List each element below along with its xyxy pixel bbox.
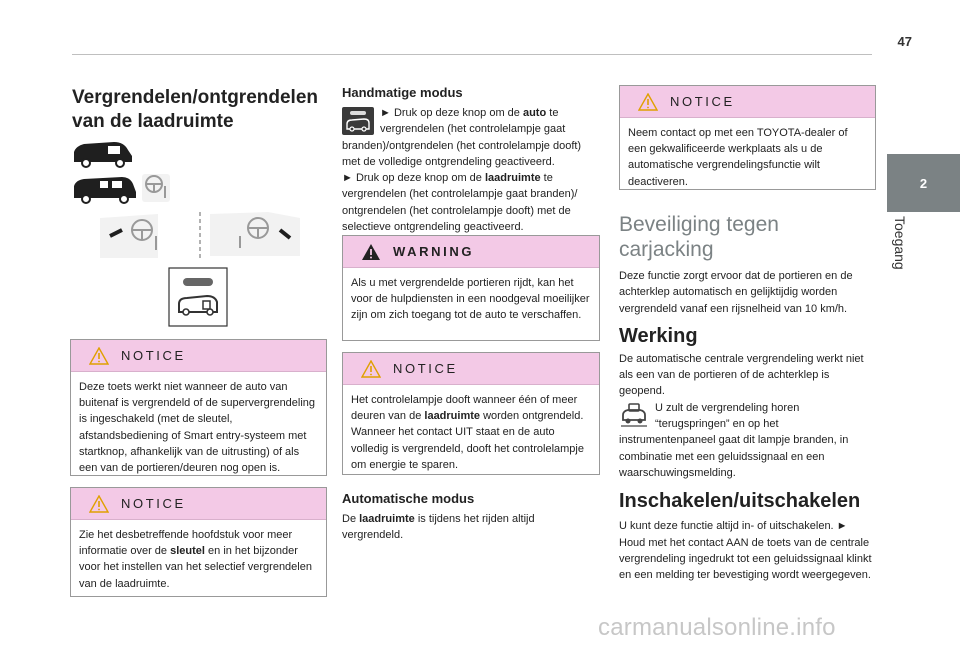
column-1 [72,86,326,134]
warning-title: WARNING [393,244,475,259]
anti-carjacking-text: Deze functie zorgt ervoor dat de portieren en de achterklep automatisch en gelijktijdig worden vergrendeld vanaf een rijsnelheid van 10 km/h. [619,270,853,315]
notice-header [71,488,326,520]
text-part: te vergrendelen (het controlelampje gaat branden)/ontgrendelen (het controlelampje dooft) met de volledige ontgrendeling geactiveerd. [342,107,582,168]
text-part: en in het bijzonder voor het instellen van het selectief vergrendelen van de laadruimte. [79,545,312,590]
page-number: 47 [897,34,912,49]
warning-triangle-icon [638,93,658,111]
auto-mode-section [342,491,598,544]
anti-carjacking-title: Beveiliging tegen carjacking [619,213,779,261]
auto-mode-text [342,511,598,544]
text-part: ► Druk op deze knop om de [380,107,523,119]
van-long-icon [74,177,136,203]
section-label: Toegang [892,216,908,270]
warning-triangle-icon [89,495,109,513]
warning-header [343,236,599,268]
text-bold: auto [522,107,547,119]
werking-icon-text [619,400,874,481]
text-part: Het controlelampje dooft wanneer één of meer deuren van de [351,394,578,423]
text-part: ► Druk op deze knop om de [342,172,485,185]
notice-title: NOTICE [670,94,735,109]
werking-text: De automatische centrale vergrendeling werkt niet als een van de portieren of de achterklep is geopend. [619,352,864,398]
vehicle-illustrations [70,138,330,328]
door-panel-right-icon [210,212,300,256]
notice-title: NOTICE [393,361,458,376]
header-rule [72,54,872,55]
text-bold: laadruimte [359,513,415,525]
notice-box-2 [70,487,327,597]
text-part: te vergrendelen (het controlelampje gaat branden)/ ontgrendelen (het controlelampje dooft) met de selectieve ontgrendeling geactiveerd. [342,172,578,234]
text-part: Zie het desbetreffende hoofdstuk voor meer informatie over de [79,529,293,558]
onoff-title: Inschakelen/uitschakelen [619,490,861,513]
notice-title: NOTICE [121,348,186,363]
auto-mode-title: Automatische modus [342,491,475,506]
notice-text [71,520,326,598]
werking-title: Werking [619,324,698,347]
watermark: carmanualsonline.info [598,614,836,641]
notice-box-3 [342,352,600,475]
column-2 [342,85,598,235]
manual-mode-text [342,105,598,235]
text-bold: sleutel [170,545,205,558]
notice-text [343,385,599,479]
warning-triangle-icon [89,347,109,365]
text-part: worden ontgrendeld. Wanneer het contact UIT staat en de auto volledig is vergrendeld, dooft het controlelampje om energie te sparen. [351,410,584,471]
notice-text: Deze toets werkt niet wanneer de auto van buitenaf is vergrendeld of de supervergrendeling is ingeschakeld (met de sleutel, afstandsbediening of Smart entry-systeem met startknop, afhankelijk van de uitrusting) of als een van de portieren/deuren nog open is. [79,381,316,475]
warning-text: Als u met vergrendelde portieren rijdt, kan het voor de hulpdiensten in een noodgeval moeilijker zijn om zich toegang tot de auto te verschaffen. [351,277,590,322]
van-short-icon [74,142,132,167]
text-part: De [342,513,360,525]
cargo-lock-button-icon [169,268,227,326]
door-panel-left-icon [100,214,158,258]
notice-title: NOTICE [121,496,186,511]
notice-box-4 [619,85,876,190]
notice-header [343,353,599,385]
section-label-container [892,216,912,296]
notice-text: Neem contact op met een TOYOTA-dealer of een gekwalificeerde werkplaats als u de automatische vergrendelingsfunctie wilt deactiveren. [628,127,848,188]
lock-car-button-icon [342,107,374,135]
notice-box-1 [70,339,327,476]
section-number: 2 [919,175,928,191]
door-lock-warning-icon [619,402,649,428]
warning-triangle-icon [361,360,381,378]
manual-mode-title: Handmatige modus [342,85,463,100]
steering-wheel-icon [142,174,170,202]
warning-box [342,235,600,341]
text-bold: laadruimte [424,410,481,423]
text-part: U zult de vergrendeling horen “terugspringen” en op het instrumentenpaneel gaat dit lampje branden, in combinatie met een geluidssignaal en een waarschuwingsmelding. [619,401,849,479]
text-part: is tijdens het rijden altijd vergrendeld. [342,513,535,542]
section-title: Vergrendelen/ontgrendelen van de laadruimte [72,87,318,132]
onoff-text: U kunt deze functie altijd in- of uitschakelen. ► Houd met het contact AAN de toets van de centrale vergrendeling ingedrukt tot een geluidssignaal klinkt en een melding ter bevestiging wordt weergegeven. [619,520,872,582]
text-bold: laadruimte [484,172,541,185]
column-3 [619,212,874,583]
notice-header [620,86,875,118]
warning-triangle-icon [361,243,381,261]
section-tab[interactable] [887,154,960,212]
notice-header [71,340,326,372]
